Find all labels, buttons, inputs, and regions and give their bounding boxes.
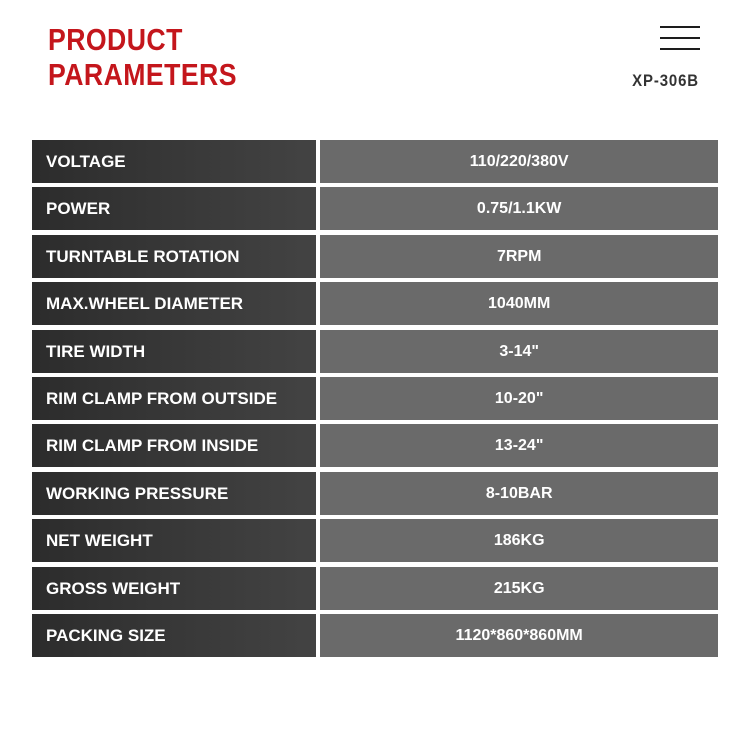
spec-value: 1040MM [320,282,718,325]
page-title [48,22,237,92]
spec-row-working-pressure [32,472,718,515]
spec-row-packing-size [32,614,718,657]
spec-value: 8-10BAR [320,472,718,515]
spec-row-turntable-rotation [32,235,718,278]
spec-row-net-weight [32,519,718,562]
spec-row-rim-clamp-inside [32,424,718,467]
title-line-2: PARAMETERS [48,57,237,92]
spec-row-max-wheel-diameter [32,282,718,325]
spec-value: 215KG [320,567,718,610]
spec-row-rim-clamp-outside [32,377,718,420]
menu-bar-middle [660,37,700,39]
spec-value: 10-20" [320,377,718,420]
spec-label: WORKING PRESSURE [32,472,316,515]
spec-label: RIM CLAMP FROM OUTSIDE [32,377,316,420]
menu-bar-top [660,26,700,28]
spec-label: MAX.WHEEL DIAMETER [32,282,316,325]
spec-label: GROSS WEIGHT [32,567,316,610]
hamburger-menu-icon[interactable] [660,26,700,50]
spec-row-gross-weight [32,567,718,610]
spec-label: TURNTABLE ROTATION [32,235,316,278]
menu-bar-bottom [660,48,700,50]
spec-label: NET WEIGHT [32,519,316,562]
spec-value: 3-14" [320,330,718,373]
spec-value: 1120*860*860MM [320,614,718,657]
spec-value: 13-24" [320,424,718,467]
spec-value: 186KG [320,519,718,562]
spec-label: VOLTAGE [32,140,316,183]
spec-value: 0.75/1.1KW [320,187,718,230]
title-line-1: PRODUCT [48,22,183,57]
spec-row-power [32,187,718,230]
spec-value: 110/220/380V [320,140,718,183]
spec-table [32,140,718,661]
spec-value: 7RPM [320,235,718,278]
spec-label: PACKING SIZE [32,614,316,657]
spec-row-tire-width [32,330,718,373]
spec-label: POWER [32,187,316,230]
spec-row-voltage [32,140,718,183]
model-number: XP-306B [632,71,699,90]
spec-label: RIM CLAMP FROM INSIDE [32,424,316,467]
spec-label: TIRE WIDTH [32,330,316,373]
